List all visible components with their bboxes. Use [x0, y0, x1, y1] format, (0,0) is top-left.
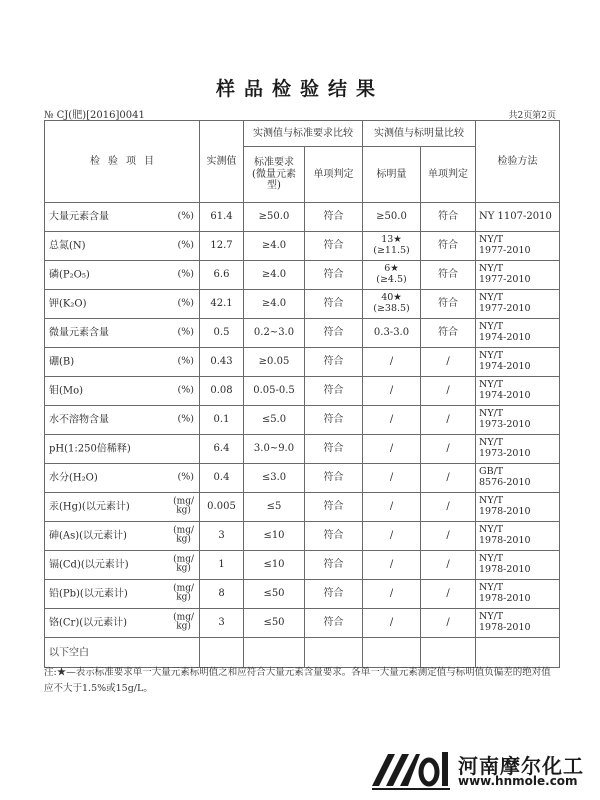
test-method: NY/T 1978-2010	[476, 493, 560, 522]
blank-note-cell	[45, 638, 200, 668]
table-row	[45, 435, 560, 464]
item-unit: (%)	[177, 239, 194, 251]
footnote: 注:★—表示标准要求单一大量元素标明值之和应符合大量元素含量要求。各单一大量元素测定值与标明值负偏差的绝对值应不大于1.5%或15g/L。	[44, 667, 551, 694]
item-cell	[45, 319, 200, 348]
item-name: 磷(P₂O₅)	[49, 269, 90, 281]
item-name: 硼(B)	[49, 356, 75, 368]
standard-judgement: 符合	[305, 551, 363, 580]
standard-requirement: ≤10	[244, 522, 305, 551]
item-name: 大量元素含量	[49, 211, 109, 223]
label-amount: 13★ (≥11.5)	[363, 232, 421, 261]
item-cell	[45, 377, 200, 406]
label-amount: /	[363, 580, 421, 609]
item-cell	[45, 406, 200, 435]
test-method: NY/T 1977-2010	[476, 261, 560, 290]
test-method: NY/T 1973-2010	[476, 406, 560, 435]
measured-value: 0.43	[200, 348, 244, 377]
item-cell	[45, 464, 200, 493]
test-method: NY/T 1973-2010	[476, 435, 560, 464]
label-judgement: /	[421, 580, 476, 609]
test-method: GB/T 8576-2010	[476, 464, 560, 493]
company-name: 河南摩尔化工	[458, 754, 584, 778]
blank-note: 以下空白	[49, 646, 89, 658]
measured-value: 0.1	[200, 406, 244, 435]
table-row-blank	[45, 638, 560, 668]
measured-value: 0.5	[200, 319, 244, 348]
standard-judgement: 符合	[305, 348, 363, 377]
table-row	[45, 203, 560, 232]
company-url: www.hnmole.com	[458, 774, 578, 788]
measured-value: 8	[200, 580, 244, 609]
measured-value: 61.4	[200, 203, 244, 232]
header-method: 检验方法	[476, 121, 560, 203]
label-judgement: 符合	[421, 290, 476, 319]
standard-requirement: ≤50	[244, 609, 305, 638]
item-unit: (%)	[177, 297, 194, 309]
label-amount: 40★ (≥38.5)	[363, 290, 421, 319]
standard-judgement: 符合	[305, 290, 363, 319]
table-row	[45, 464, 560, 493]
table-row	[45, 551, 560, 580]
label-judgement: /	[421, 348, 476, 377]
item-cell	[45, 232, 200, 261]
standard-judgement: 符合	[305, 377, 363, 406]
item-unit: (mg/ kg)	[173, 525, 194, 545]
table-row	[45, 377, 560, 406]
test-method: NY/T 1977-2010	[476, 290, 560, 319]
label-judgement: /	[421, 609, 476, 638]
label-judgement: 符合	[421, 232, 476, 261]
item-name: pH(1:250倍稀释)	[49, 443, 131, 455]
label-amount: /	[363, 406, 421, 435]
header-item: 检验项目	[45, 121, 200, 203]
standard-requirement: ≤10	[244, 551, 305, 580]
standard-judgement: 符合	[305, 609, 363, 638]
table-row	[45, 406, 560, 435]
item-unit: (%)	[177, 471, 194, 483]
standard-judgement: 符合	[305, 435, 363, 464]
empty-cell	[200, 638, 244, 668]
measured-value: 12.7	[200, 232, 244, 261]
measured-value: 42.1	[200, 290, 244, 319]
standard-requirement: ≥0.05	[244, 348, 305, 377]
test-method: NY/T 1974-2010	[476, 377, 560, 406]
header-measured: 实测值	[200, 121, 244, 203]
results-table	[44, 120, 560, 668]
label-judgement: 符合	[421, 203, 476, 232]
label-amount: ≥50.0	[363, 203, 421, 232]
label-judgement: /	[421, 406, 476, 435]
test-method: NY/T 1974-2010	[476, 319, 560, 348]
item-cell	[45, 435, 200, 464]
table-row	[45, 609, 560, 638]
standard-judgement: 符合	[305, 464, 363, 493]
measured-value: 3	[200, 522, 244, 551]
item-unit: (mg/ kg)	[173, 583, 194, 603]
label-judgement: 符合	[421, 261, 476, 290]
test-method: NY/T 1978-2010	[476, 551, 560, 580]
standard-judgement: 符合	[305, 580, 363, 609]
document-number: № CJ(肥)[2016]0041	[44, 110, 145, 121]
header-standard-requirement-text: 标准要求(微量元素型)	[252, 157, 296, 192]
item-unit: (mg/ kg)	[173, 554, 194, 574]
item-unit: (mg/ kg)	[173, 496, 194, 516]
header-label-judgement: 单项判定	[421, 147, 476, 203]
table-row	[45, 493, 560, 522]
empty-cell	[476, 638, 560, 668]
header-standard-requirement	[244, 147, 305, 203]
item-cell	[45, 493, 200, 522]
item-cell	[45, 522, 200, 551]
item-unit: (%)	[177, 413, 194, 425]
standard-judgement: 符合	[305, 203, 363, 232]
standard-judgement: 符合	[305, 319, 363, 348]
label-amount: /	[363, 551, 421, 580]
measured-value: 6.6	[200, 261, 244, 290]
label-amount: 0.3-3.0	[363, 319, 421, 348]
measured-value: 0.005	[200, 493, 244, 522]
item-name: 汞(Hg)(以元素计)	[49, 501, 130, 513]
standard-judgement: 符合	[305, 232, 363, 261]
test-method: NY/T 1978-2010	[476, 522, 560, 551]
item-cell	[45, 203, 200, 232]
table-row	[45, 261, 560, 290]
item-cell	[45, 348, 200, 377]
company-logo	[368, 748, 600, 792]
label-judgement: 符合	[421, 319, 476, 348]
test-method: NY/T 1977-2010	[476, 232, 560, 261]
header-standard-comparison: 实测值与标准要求比较	[244, 121, 363, 147]
item-cell	[45, 261, 200, 290]
standard-requirement: ≤5	[244, 493, 305, 522]
table-row	[45, 348, 560, 377]
item-cell	[45, 580, 200, 609]
mole-logo-icon	[368, 748, 452, 792]
item-name: 砷(As)(以元素计)	[49, 530, 127, 542]
report-title: 样品检验结果	[215, 78, 384, 100]
item-name: 镉(Cd)(以元素计)	[49, 559, 129, 571]
label-judgement: /	[421, 493, 476, 522]
standard-judgement: 符合	[305, 261, 363, 290]
measured-value: 0.08	[200, 377, 244, 406]
standard-requirement: 0.2~3.0	[244, 319, 305, 348]
item-cell	[45, 290, 200, 319]
standard-requirement: ≥50.0	[244, 203, 305, 232]
standard-requirement: 0.05-0.5	[244, 377, 305, 406]
item-name: 铅(Pb)(以元素计)	[49, 588, 128, 600]
item-unit: (%)	[177, 355, 194, 367]
item-name: 钾(K₂O)	[49, 298, 87, 310]
test-method: NY/T 1978-2010	[476, 580, 560, 609]
test-method: NY 1107-2010	[476, 203, 560, 232]
item-name: 水分(H₂O)	[49, 472, 98, 484]
header-standard-judgement: 单项判定	[305, 147, 363, 203]
label-amount: /	[363, 348, 421, 377]
standard-requirement: 3.0~9.0	[244, 435, 305, 464]
label-judgement: /	[421, 435, 476, 464]
standard-requirement: ≥4.0	[244, 261, 305, 290]
label-amount: /	[363, 377, 421, 406]
label-judgement: /	[421, 522, 476, 551]
measured-value: 3	[200, 609, 244, 638]
measured-value: 1	[200, 551, 244, 580]
standard-requirement: ≥4.0	[244, 290, 305, 319]
standard-judgement: 符合	[305, 493, 363, 522]
item-unit: (%)	[177, 326, 194, 338]
table-row	[45, 290, 560, 319]
label-amount: /	[363, 464, 421, 493]
table-row	[45, 319, 560, 348]
standard-requirement: ≤3.0	[244, 464, 305, 493]
item-name: 铬(Cr)(以元素计)	[49, 617, 128, 629]
test-method: NY/T 1978-2010	[476, 609, 560, 638]
measured-value: 6.4	[200, 435, 244, 464]
empty-cell	[421, 638, 476, 668]
page-indicator: 共2页第2页	[508, 111, 556, 121]
label-judgement: /	[421, 551, 476, 580]
empty-cell	[363, 638, 421, 668]
table-row	[45, 580, 560, 609]
standard-requirement: ≤5.0	[244, 406, 305, 435]
item-unit: (%)	[177, 384, 194, 396]
label-amount: /	[363, 609, 421, 638]
measured-value: 0.4	[200, 464, 244, 493]
item-name: 微量元素含量	[49, 327, 109, 339]
standard-judgement: 符合	[305, 406, 363, 435]
header-label-comparison: 实测值与标明量比较	[363, 121, 476, 147]
header-label-amount: 标明量	[363, 147, 421, 203]
item-name: 水不溶物含量	[49, 414, 109, 426]
test-method: NY/T 1974-2010	[476, 348, 560, 377]
item-unit: (%)	[177, 210, 194, 222]
item-unit: (mg/ kg)	[173, 612, 194, 632]
label-judgement: /	[421, 377, 476, 406]
item-cell	[45, 551, 200, 580]
label-amount: 6★ (≥4.5)	[363, 261, 421, 290]
item-cell	[45, 609, 200, 638]
table-row	[45, 232, 560, 261]
table-row	[45, 522, 560, 551]
standard-judgement: 符合	[305, 522, 363, 551]
label-judgement: /	[421, 464, 476, 493]
label-amount: /	[363, 493, 421, 522]
item-name: 钼(Mo)	[49, 385, 84, 397]
item-unit: (%)	[177, 268, 194, 280]
label-amount: /	[363, 435, 421, 464]
standard-requirement: ≤50	[244, 580, 305, 609]
item-name: 总氮(N)	[49, 240, 86, 252]
empty-cell	[305, 638, 363, 668]
empty-cell	[244, 638, 305, 668]
standard-requirement: ≥4.0	[244, 232, 305, 261]
label-amount: /	[363, 522, 421, 551]
